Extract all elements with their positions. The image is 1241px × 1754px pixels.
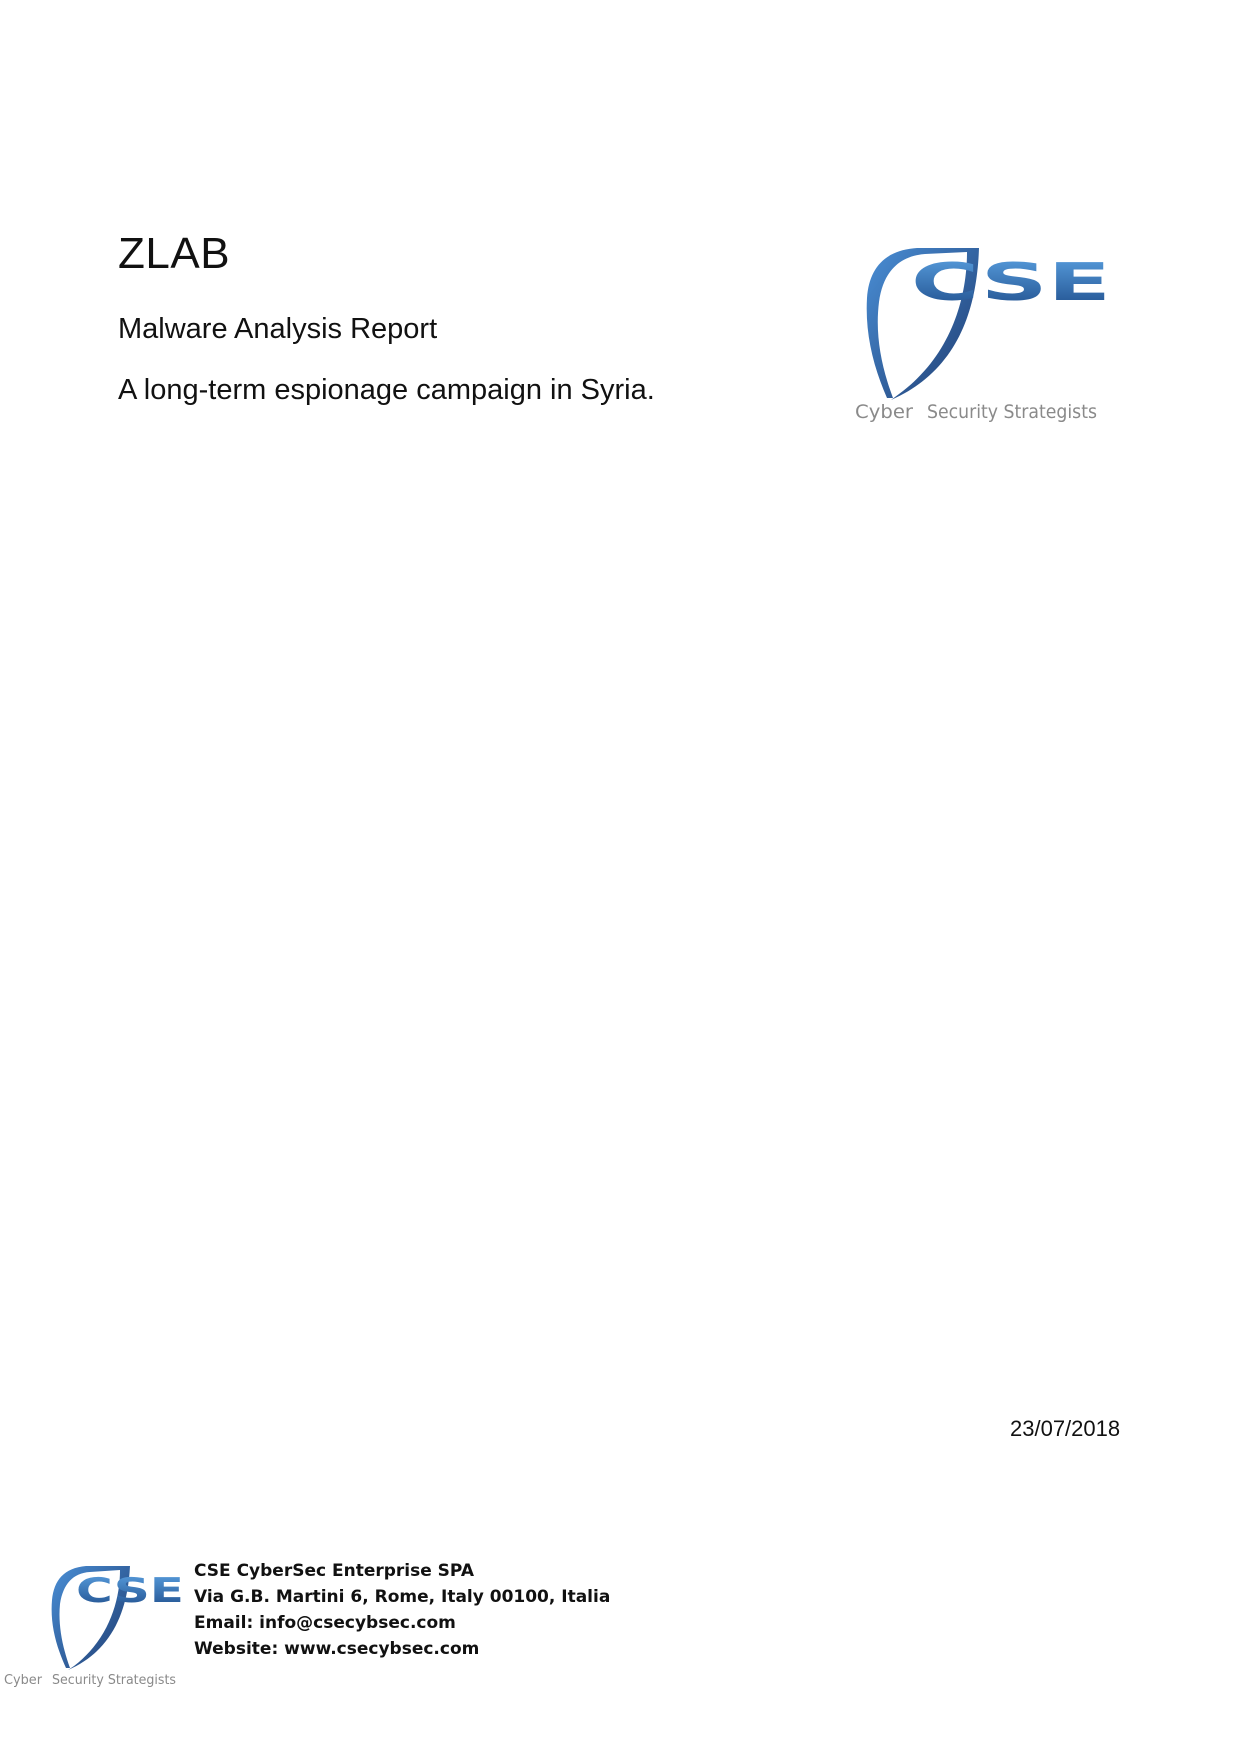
slogan-word-strategists: Security Strategists bbox=[52, 1673, 177, 1688]
cse-logo-footer bbox=[4, 1560, 186, 1690]
slogan-word-cyber: Cyber bbox=[855, 401, 914, 423]
footer-email: Email: info@csecybsec.com bbox=[194, 1613, 456, 1633]
footer-website: Website: www.csecybsec.com bbox=[194, 1639, 480, 1659]
cse-wordmark: CSE bbox=[76, 1571, 184, 1611]
document-tagline: A long-term espionage campaign in Syria. bbox=[118, 374, 655, 406]
slogan-word-strategists: Security Strategists bbox=[927, 401, 1097, 423]
slogan-word-cyber: Cyber bbox=[4, 1673, 43, 1688]
document-date: 23/07/2018 bbox=[1010, 1416, 1121, 1441]
footer-company: CSE CyberSec Enterprise SPA bbox=[194, 1561, 474, 1581]
cse-logo bbox=[855, 238, 1125, 428]
document-subtitle: Malware Analysis Report bbox=[118, 313, 438, 345]
footer-address: Via G.B. Martini 6, Rome, Italy 00100, Italia bbox=[194, 1587, 611, 1607]
document-title: ZLAB bbox=[118, 229, 231, 278]
footer-contact-block bbox=[194, 1558, 610, 1662]
cse-wordmark: CSE bbox=[911, 253, 1111, 313]
